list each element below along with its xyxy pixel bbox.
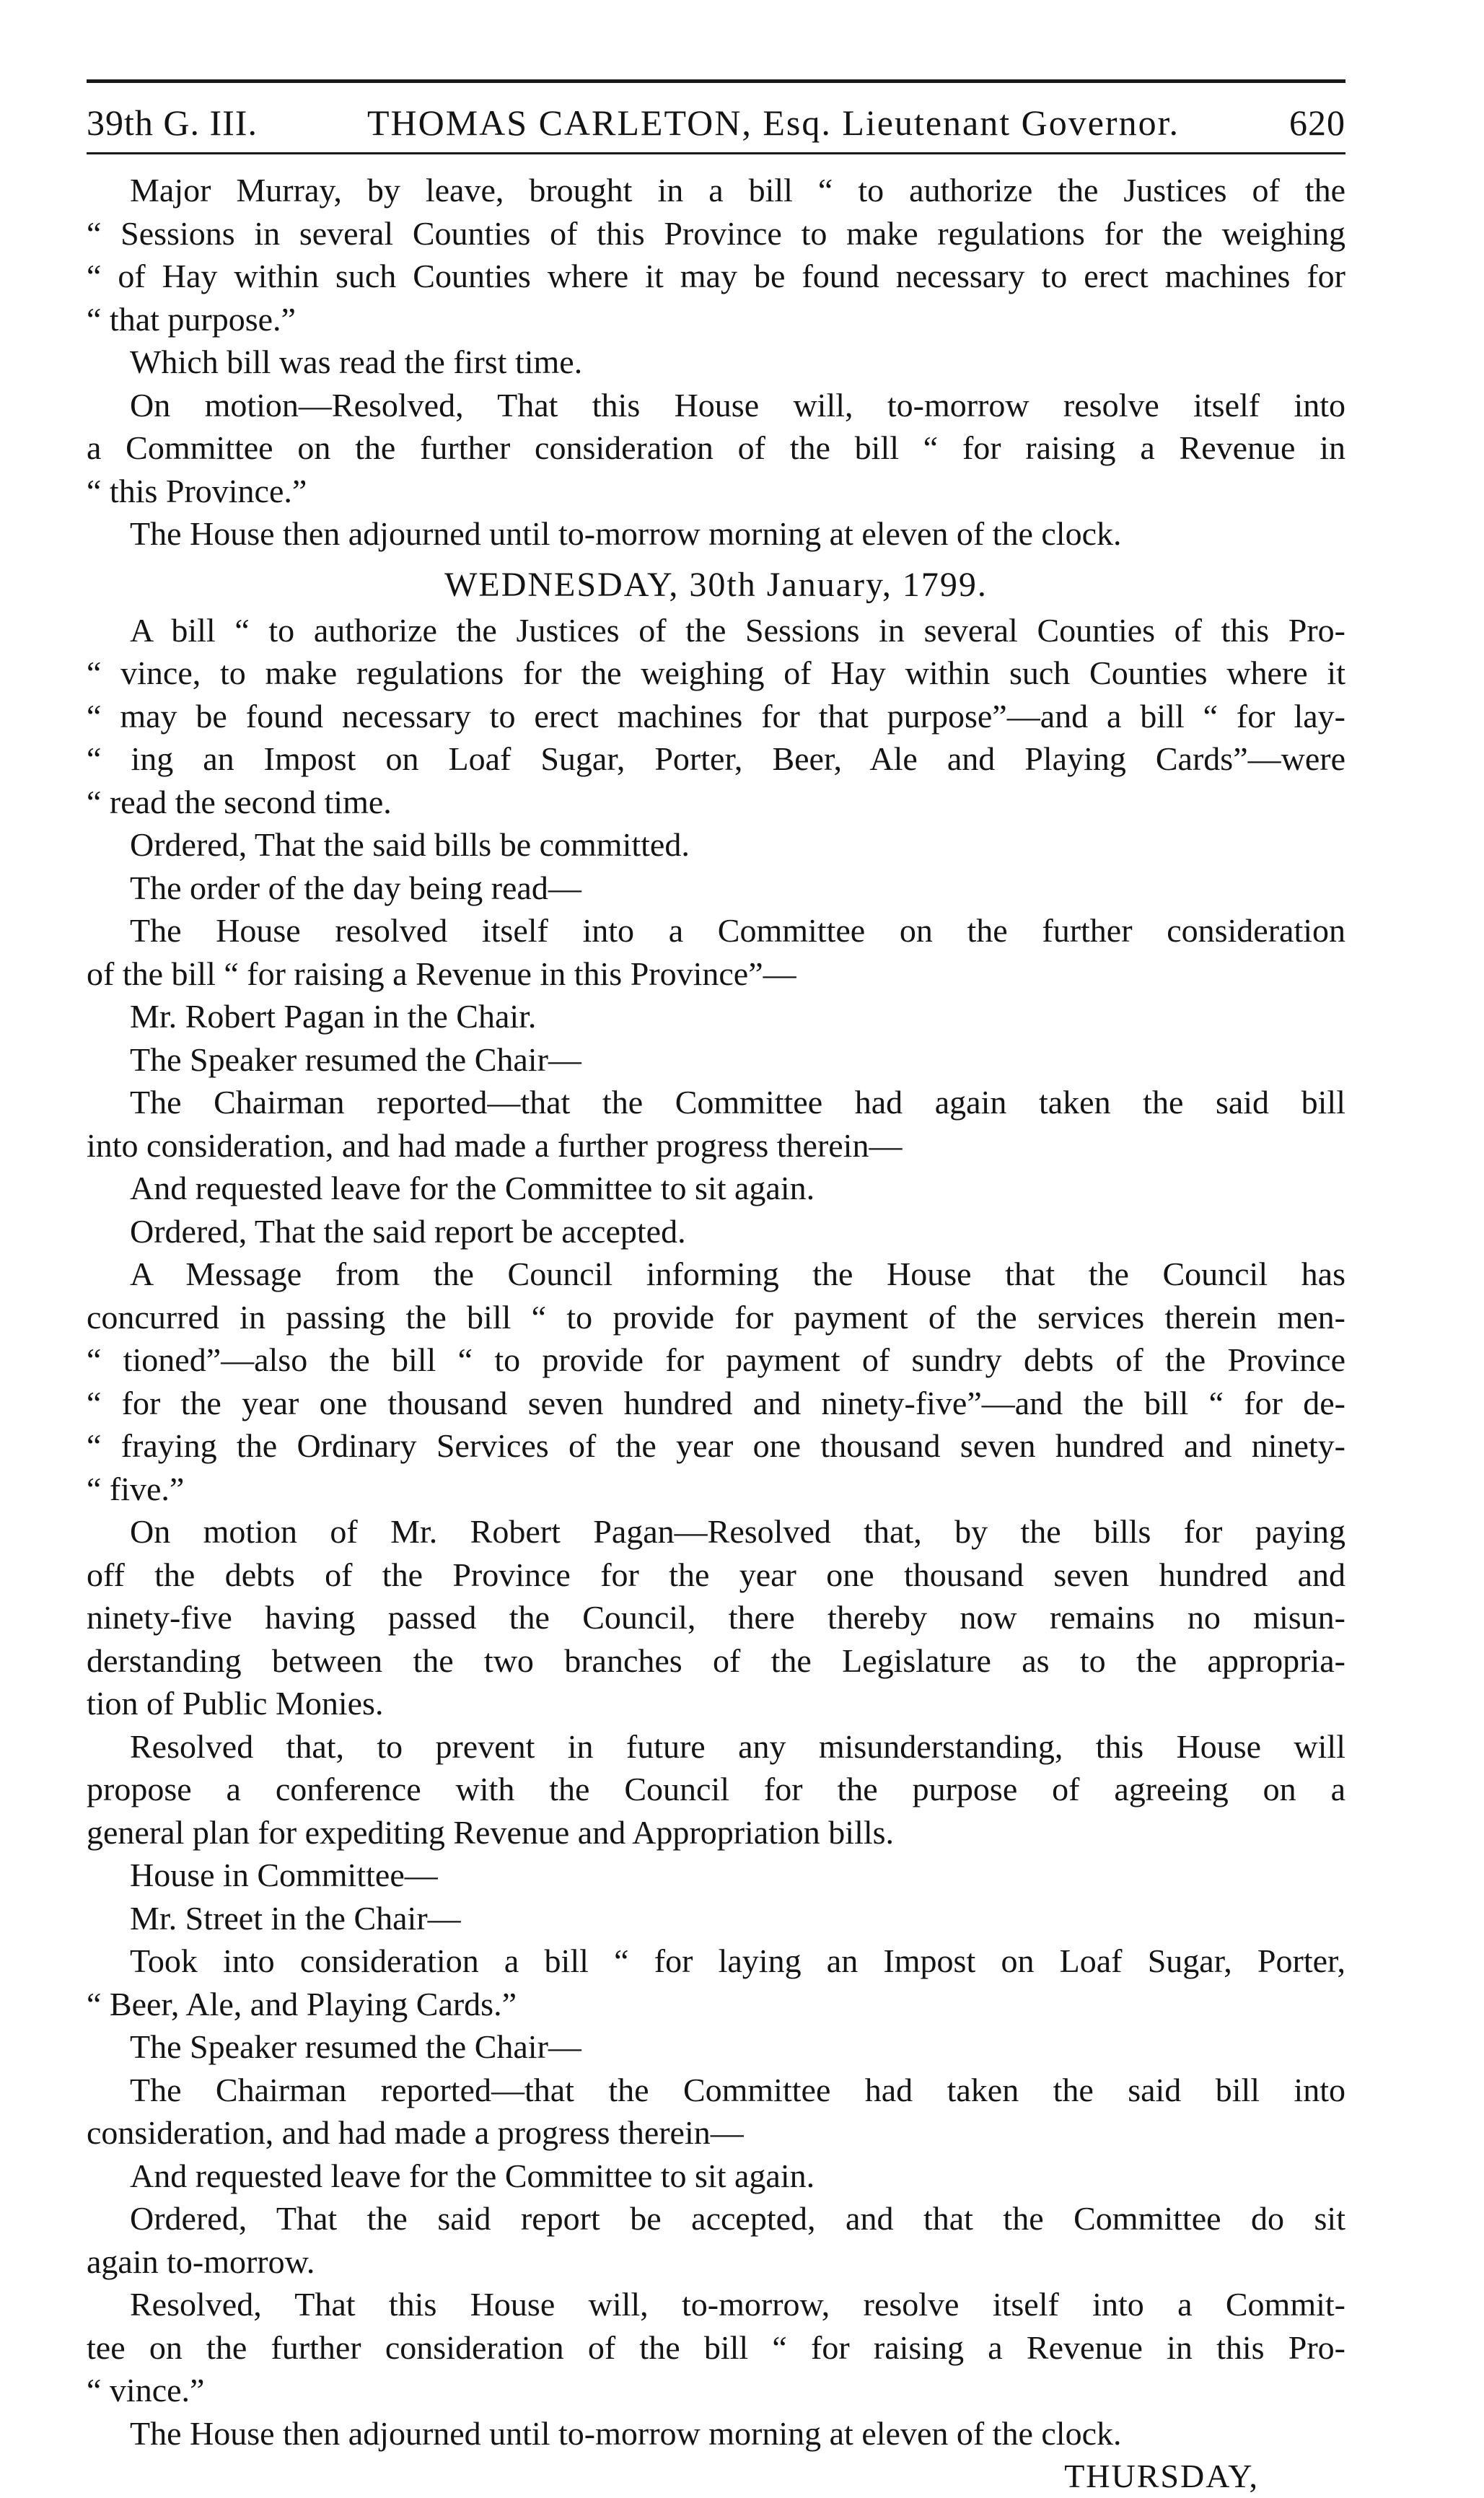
text-line: consideration, and had made a progress therein— [87,2114,744,2151]
body-text [87,169,1345,2498]
text-line: “ may be found necessary to erect machines for that purpose”—and a bill “ for lay- [87,697,1345,735]
day-heading: WEDNESDAY, 30th January, 1799. [444,565,988,604]
text-line: into consideration, and had made a further progress therein— [87,1126,903,1164]
text-line: “ this Province.” [87,472,307,509]
text-line: The House resolved itself into a Committee on the further consideration [130,912,1345,949]
text-line: “ Sessions in several Counties of this Province to make regulations for the weighing [87,214,1345,252]
text-line: The House then adjourned until to-morrow morning at eleven of the clock. [130,515,1122,552]
text-line: “ Beer, Ale, and Playing Cards.” [87,1985,517,2022]
text-line: “ read the second time. [87,783,392,820]
running-head-title: THOMAS CARLETON, Esq. Lieutenant Governor. [366,102,1180,143]
text-line: concurred in passing the bill “ to provide for payment of the services therein men- [87,1298,1345,1336]
text-line: again to-morrow. [87,2243,315,2280]
text-line: And requested leave for the Committee to sit again. [130,2157,815,2194]
text-line: tee on the further consideration of the bill “ for raising a Revenue in this Pro- [87,2328,1345,2366]
text-line: “ for the year one thousand seven hundred and ninety-five”—and the bill “ for de- [87,1384,1345,1421]
text-line: Mr. Street in the Chair— [130,1899,461,1937]
page-number: 620 [1288,102,1345,143]
page [87,79,1345,2498]
catchword: THURSDAY, [1064,2458,1259,2494]
text-line: Ordered, That the said report be accepted. [130,1212,686,1250]
text-line: derstanding between the two branches of the Legislature as to the appropria- [87,1642,1345,1679]
top-rule [87,79,1345,83]
text-line: The House then adjourned until to-morrow morning at eleven of the clock. [130,2414,1122,2452]
text-line: And requested leave for the Committee to sit again. [130,1170,815,1206]
text-line: Major Murray, by leave, brought in a bill “ to authorize the Justices of the [130,172,1345,209]
text-line: general plan for expediting Revenue and Appropriation bills. [87,1813,895,1851]
text-line: Ordered, That the said bills be committed. [130,826,690,863]
text-line: “ vince, to make regulations for the weighing of Hay within such Counties where it [87,654,1345,691]
text-line: Which bill was read the first time. [130,343,583,380]
text-line: Resolved that, to prevent in future any misunderstanding, this House will [130,1727,1345,1765]
text-line: The order of the day being read— [130,869,581,906]
regnal-year: 39th G. III. [87,102,258,143]
text-line: Ordered, That the said report be accepted, and that the Committee do sit [130,2200,1345,2237]
head-rule [87,152,1345,154]
text-line: The Speaker resumed the Chair— [130,2028,581,2065]
text-line: tion of Public Monies. [87,1685,384,1722]
text-line: “ tioned”—also the bill “ to provide for payment of sundry debts of the Province [87,1341,1345,1378]
text-line: off the debts of the Province for the year one thousand seven hundred and [87,1556,1345,1593]
running-head [87,97,1345,151]
text-line: propose a conference with the Council for the purpose of agreeing on a [87,1771,1345,1807]
text-line: The Speaker resumed the Chair— [130,1040,581,1078]
text-line: “ ing an Impost on Loaf Sugar, Porter, Beer, Ale and Playing Cards”—were [87,740,1345,777]
text-line: The Chairman reported—that the Committee had taken the said bill into [130,2071,1345,2108]
text-line: The Chairman reported—that the Committee had again taken the said bill [130,1084,1345,1121]
text-line: “ fraying the Ordinary Services of the year one thousand seven hundred and ninety- [87,1427,1345,1464]
text-line: Mr. Robert Pagan in the Chair. [130,998,537,1035]
text-line: A Message from the Council informing the House that the Council has [130,1255,1345,1292]
text-line: Resolved, That this House will, to-morrow, resolve itself into a Commit- [130,2286,1345,2323]
text-line: of the bill “ for raising a Revenue in this Province”— [87,955,796,992]
text-line: “ vince.” [87,2372,205,2409]
text-line: “ five.” [87,1470,185,1507]
text-line: On motion—Resolved, That this House will, to-morrow resolve itself into [130,386,1345,424]
text-line: Took into consideration a bill “ for laying an Impost on Loaf Sugar, Porter, [130,1942,1345,1979]
text-line: House in Committee— [130,1857,438,1893]
text-line: On motion of Mr. Robert Pagan—Resolved that, by the bills for paying [130,1513,1345,1550]
text-line: “ that purpose.” [87,300,296,338]
text-line: a Committee on the further consideration of the bill “ for raising a Revenue in [87,429,1345,466]
text-line: A bill “ to authorize the Justices of the Sessions in several Counties of this Pro- [130,611,1345,649]
text-line: “ of Hay within such Counties where it may be found necessary to erect machines for [87,258,1345,294]
text-line: ninety-five having passed the Council, there thereby now remains no misun- [87,1599,1345,1636]
